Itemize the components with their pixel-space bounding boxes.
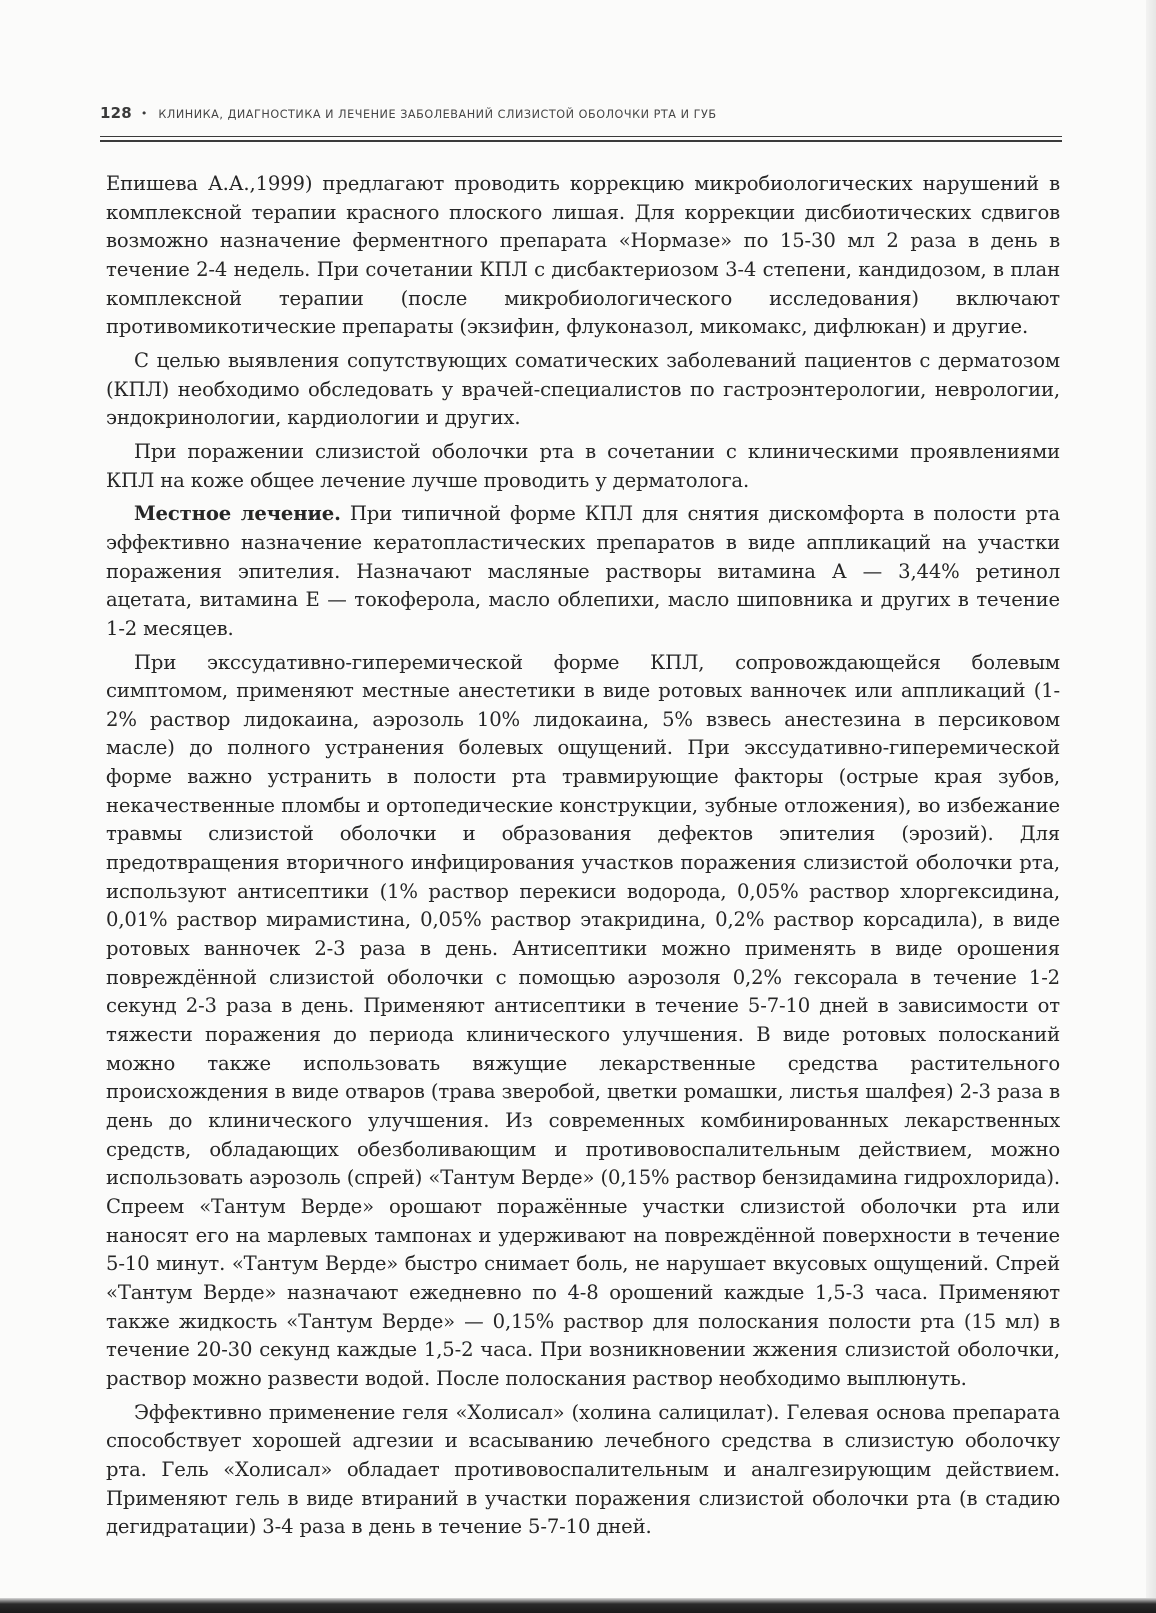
- paragraph-1: Епишева А.А.,1999) предлагают проводить коррекцию микробиологических нарушений в комплексной терапии красного плоского лишая. Для коррекции дисбиотических сдвигов возможно назначение ферментного препарата «Нормазе» по 15-30 мл 2 раза в день в течение 2-4 недель. При сочетании КПЛ с дисбактериозом 3-4 степени, кандидозом, в план комплексной терапии (после микробиологического исследования) включают противомикотические препараты (экзифин, флуконазол, микомакс, дифлюкан) и другие.: [106, 172, 1060, 339]
- paragraph-4-text: При типичной форме КПЛ для снятия дискомфорта в полости рта эффективно назначение кератопластических препаратов в виде аппликаций на участки поражения эпителия. Назначают масляные растворы витамина А — 3,44% ретинол ацетата, витамина Е — токоферола, масло облепихи, масло шиповника и других в течение 1-2 месяцев.: [106, 502, 1060, 640]
- paragraph-3: При поражении слизистой оболочки рта в сочетании с клиническими проявлениями КПЛ на коже общее лечение лучше проводить у дерматолога.: [106, 439, 1060, 492]
- header-bullet: •: [140, 107, 148, 120]
- paragraph-5: При экссудативно-гиперемической форме КПЛ, сопровождающейся болевым симптомом, применяют местные анестетики в виде ротовых ванночек или аппликаций (1-2% раствор лидокаина, аэрозоль 10% лидокаина, 5% взвесь анестезина в персиковом масле) до полного устранения болевых ощущений. При экссудативно-гиперемической форме важно устранить в полости рта травмирующие факторы (острые края зубов, некачественные пломбы и ортопедические конструкции, зубные отложения), во избежание травмы слизистой оболочки и образования дефектов эпителия (эрозий). Для предотвращения вторичного инфицирования участков поражения слизистой оболочки рта, используют антисептики (1% раствор перекиси водорода, 0,05% раствор хлоргексидина, 0,01% раствор мирамистина, 0,05% раствор этакридина, 0,2% раствор корсадила), в виде ротовых ванночек 2-3 раза в день. Антисептики можно применять в виде орошения повреждённой слизистой оболочки с помощью аэрозоля 0,2% гексорала в течение 1-2 секунд 2-3 раза в день. Применяют антисептики в течение 5-7-10 дней в зависимости от тяжести поражения до периода клинического улучшения. В виде ротовых полосканий можно также использовать вяжущие лекарственные средства растительного происхождения в виде отваров (трава зверобой, цветки ромашки, листья шалфея) 2-3 раза в день до клинического улучшения. Из современных комбинированных лекарственных средств, обладающих обезболивающим и противовоспалительным действием, можно использовать аэрозоль (спрей) «Тантум Верде» (0,15% раствор бензидамина гидрохлорида). Спреем «Тантум Верде» орошают поражённые участки слизистой оболочки рта или наносят его на марлевых тампонах и удерживают на повреждённой поверхности в течение 5-10 минут. «Тантум Верде» быстро снимает боль, не нарушает вкусовых ощущений. Спрей «Тантум Верде» назначают ежедневно по 4-8 орошений каждые 1,5-3 часа. Применяют также жидкость «Тантум Верде» — 0,15% раствор для полоскания полости рта (15 мл) в течение 20-30 секунд каждые 1,5-2 часа. При возникновении жжения слизистой оболочки, раствор можно развести водой. После полоскания раствор необходимо выплюнуть.: [106, 650, 1060, 1390]
- scan-edge-bottom: [0, 1598, 1156, 1613]
- section-lead-local-treatment: Местное лечение.: [134, 502, 341, 526]
- running-title: КЛИНИКА, ДИАГНОСТИКА И ЛЕЧЕНИЕ ЗАБОЛЕВАНИЙ СЛИЗИСТОЙ ОБОЛОЧКИ РТА И ГУБ: [158, 108, 717, 121]
- scan-edge-right: [1146, 0, 1156, 1613]
- header-rule-thick: [100, 140, 1062, 142]
- header-rule-thin: [100, 136, 1062, 137]
- paragraph-4: [106, 500, 1060, 643]
- page-number: 128: [100, 104, 132, 122]
- paragraph-6: Эффективно применение геля «Холисал» (холина салицилат). Гелевая основа препарата способствует хорошей адгезии и всасыванию лечебного средства в слизистую оболочку рта. Гель «Холисал» обладает противовоспалительным и аналгезирующим действием. Применяют гель в виде втираний в участки поражения слизистой оболочки рта (в стадию дегидратации) 3-4 раза в день в течение 5-7-10 дней.: [106, 1400, 1060, 1539]
- body-text: [106, 170, 1060, 1542]
- paragraph-2: С целью выявления сопутствующих соматических заболеваний пациентов с дерматозом (КПЛ) необходимо обследовать у врачей-специалистов по гастроэнтерологии, неврологии, эндокринологии, кардиологии и других.: [106, 348, 1060, 430]
- running-header: [100, 104, 1060, 122]
